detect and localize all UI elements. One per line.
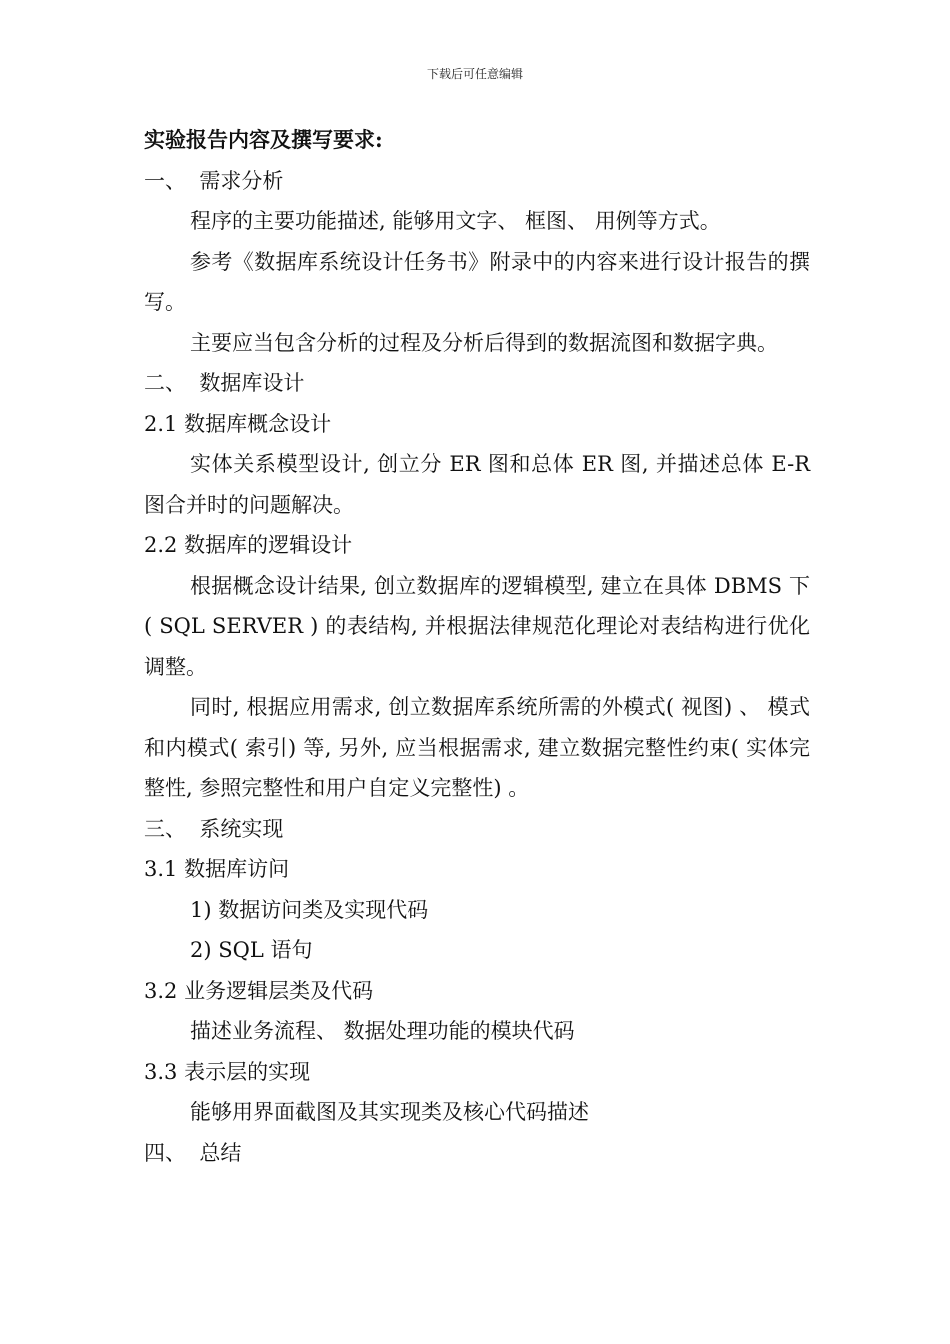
section-heading-implementation: 三、 系统实现 [144,816,284,841]
subsection-heading-conceptual-design: 2.1 数据库概念设计 [144,411,332,436]
list-item: 1) 数据访问类及实现代码 [190,897,429,922]
paragraph: 主要应当包含分析的过程及分析后得到的数据流图和数据字典。 [190,330,778,355]
document-title: 实验报告内容及撰写要求: [144,127,383,152]
document-body [144,120,810,1173]
paragraph: 根据概念设计结果, 创立数据库的逻辑模型, 建立在具体 DBMS 下( SQL SERVER ) 的表结构, 并根据法律规范化理论对表结构进行优化调整。 [144,573,810,679]
subsection-heading-logical-design: 2.2 数据库的逻辑设计 [144,533,353,557]
page-header: 下载后可任意编辑 [426,67,523,81]
paragraph: 参考《数据库系统设计任务书》附录中的内容来进行设计报告的撰写。 [144,249,810,314]
subsection-heading-database-access: 3.1 数据库访问 [144,857,290,881]
section-heading-summary: 四、 总结 [144,1140,242,1165]
list-item: 2) SQL 语句 [190,938,313,962]
paragraph: 实体关系模型设计, 创立分 ER 图和总体 ER 图, 并描述总体 E-R 图合并时的问题解决。 [144,452,810,517]
subsection-heading-presentation-layer: 3.3 表示层的实现 [144,1059,311,1084]
paragraph: 程序的主要功能描述, 能够用文字、 框图、 用例等方式。 [190,209,721,233]
section-heading-requirements: 一、 需求分析 [144,168,284,193]
paragraph: 能够用界面截图及其实现类及核心代码描述 [190,1100,589,1124]
section-heading-database-design: 二、 数据库设计 [144,371,305,395]
subsection-heading-business-logic: 3.2 业务逻辑层类及代码 [144,978,374,1003]
paragraph: 同时, 根据应用需求, 创立数据库系统所需的外模式( 视图) 、 模式和内模式( 索引) 等, 另外, 应当根据需求, 建立数据完整性约束( 实体完整性, 参照完整性和用户自定义完整性) 。 [144,695,810,800]
paragraph: 描述业务流程、 数据处理功能的模块代码 [190,1019,575,1043]
